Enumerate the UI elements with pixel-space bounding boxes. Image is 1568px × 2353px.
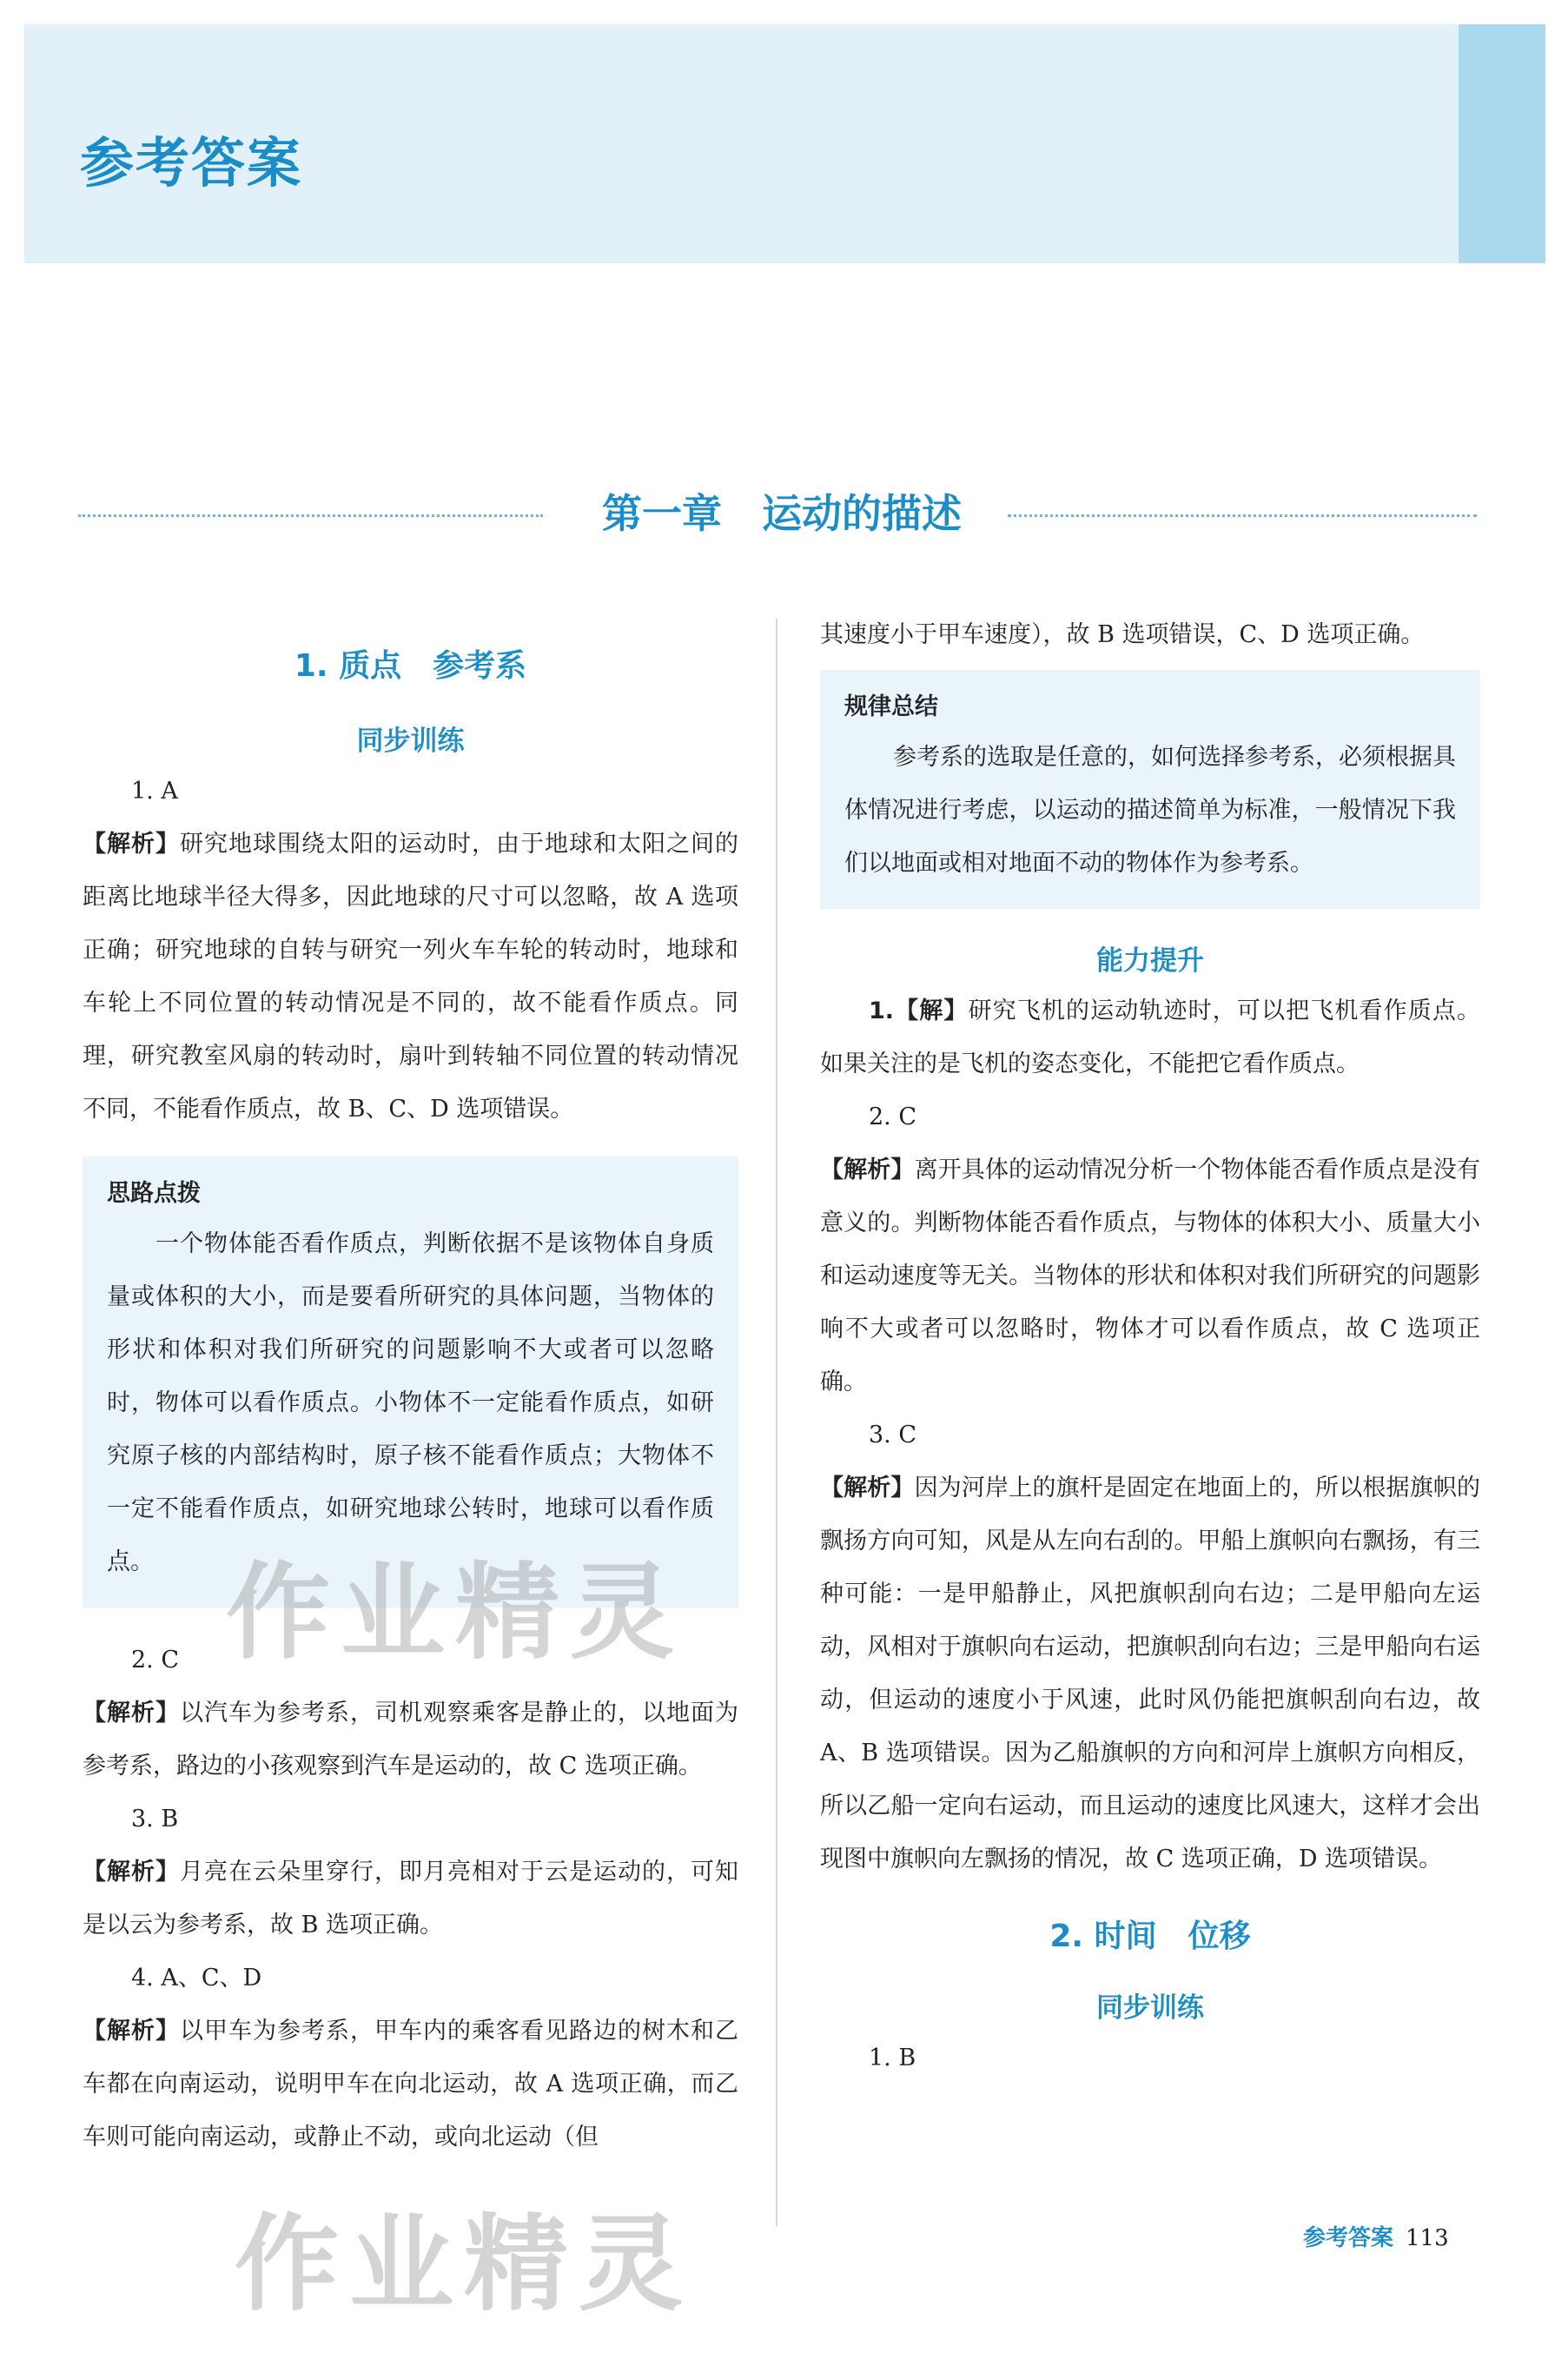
answer-4: 4. A、C、D — [131, 1965, 262, 1992]
subsection-sync-training-2: 同步训练 — [1096, 1992, 1204, 2024]
chapter-divider-right — [1008, 514, 1477, 517]
answer-2: 2. C — [131, 1647, 180, 1674]
ability-answer-1: 1.【解】研究飞机的运动轨迹时，可以把飞机看作质点。如果关注的是飞机的姿态变化，不能把它看作质点。 — [820, 998, 1481, 1077]
explanation-3: 【解析】月亮在云朵里穿行，即月亮相对于云是运动的，可知是以云为参考系，故 B 选项正确。 — [83, 1859, 738, 1939]
section-title-1: 1. 质点 参考系 — [294, 648, 527, 684]
section-title-2: 2. 时间 位移 — [1049, 1919, 1251, 1954]
explanation-tag: 【解析】 — [820, 1475, 915, 1501]
subsection-ability: 能力提升 — [1096, 945, 1204, 977]
explanation-tag: 【解析】 — [83, 1859, 180, 1886]
page-title: 参考答案 — [80, 131, 303, 195]
summary-text: 参考系的选取是任意的，如何选择参考系，必须根据具体情况进行考虑，以运动的描述简单为标准，一般情况下我们以地面或相对地面不动的物体作为参考系。 — [844, 744, 1456, 877]
left-column — [83, 608, 738, 2164]
ability-explanation-3: 【解析】因为河岸上的旗杆是固定在地面上的，所以根据旗帜的飘扬方向可知，风是从左向右刮的。甲船上旗帜向右飘扬，有三种可能：一是甲船静止，风把旗帜刮向右边；二是甲船向左运动，风相对于旗帜向右运动，把旗帜刮向右边；三是甲船向右运动，但运动的速度小于风速，此时风仍能把旗帜刮向右边，故 A、B 选项错误。因为乙船旗帜的方向和河岸上旗帜方向相反，所以乙船一定向右运动，而且运动的速度比风速大，这样才会出现图中旗帜向左飘扬的情况，故 C 选项正确，D 选项错误。 — [820, 1475, 1481, 1872]
page-number: 113 — [1406, 2225, 1449, 2251]
page-footer — [1303, 2220, 1449, 2252]
answer-3: 3. B — [131, 1806, 179, 1833]
header-tab — [1459, 24, 1545, 263]
explanation-2: 【解析】以汽车为参考系，司机观察乘客是静止的，以地面为参考系，路边的小孩观察到汽车是运动的，故 C 选项正确。 — [83, 1700, 738, 1780]
right-column — [820, 608, 1480, 2085]
summary-box — [820, 670, 1480, 909]
ability-answer-3: 3. C — [869, 1422, 917, 1448]
watermark: 作业精灵 — [226, 1553, 685, 1674]
subsection-sync-training: 同步训练 — [356, 726, 465, 757]
explanation-tag: 【解析】 — [83, 2018, 180, 2045]
tips-title: 思路点拨 — [107, 1180, 201, 1207]
answer-1: 1. A — [131, 778, 178, 805]
tips-text: 一个物体能否看作质点，判断依据不是该物体自身质量或体积的大小，而是要看所研究的具体问题，当物体的形状和体积对我们所研究的问题影响不大或者可以忽略时，物体可以看作质点。小物体不一定能看作质点，如研究原子核的内部结构时，原子核不能看作质点；大物体不一定不能看作质点，如研究地球公转时，地球可以看作质点。 — [107, 1230, 714, 1575]
explanation-tag: 【解析】 — [820, 1157, 915, 1183]
summary-title: 规律总结 — [844, 693, 938, 720]
explanation-tag: 【解析】 — [83, 1700, 180, 1727]
column-divider — [776, 619, 777, 2226]
chapter-title: 第一章 运动的描述 — [602, 490, 962, 537]
ability-answer-2: 2. C — [869, 1104, 917, 1130]
chapter-divider-left — [78, 514, 543, 517]
continued-text: 其速度小于甲车速度），故 B 选项错误，C、D 选项正确。 — [820, 621, 1425, 648]
explanation-tag: 【解析】 — [83, 831, 180, 858]
footer-label: 参考答案 — [1303, 2225, 1394, 2251]
ability-explanation-2: 【解析】离开具体的运动情况分析一个物体能否看作质点是没有意义的。判断物体能否看作质点，与物体的体积大小、质量大小和运动速度等无关。当物体的形状和体积对我们所研究的问题影响不大或者可以忽略时，物体才可以看作质点，故 C 选项正确。 — [820, 1157, 1481, 1395]
watermark: 作业精灵 — [235, 2204, 693, 2325]
answer-b1: 1. B — [869, 2045, 916, 2071]
explanation-1: 【解析】研究地球围绕太阳的运动时，由于地球和太阳之间的距离比地球半径大得多，因此地球的尺寸可以忽略，故 A 选项正确；研究地球的自转与研究一列火车车轮的转动时，地球和车轮上不同位置的转动情况是不同的，故不能看作质点。同理，研究教室风扇的转动时，扇叶到转轴不同位置的转动情况不同，不能看作质点，故 B、C、D 选项错误。 — [83, 831, 738, 1123]
explanation-4: 【解析】以甲车为参考系，甲车内的乘客看见路边的树木和乙车都在向南运动，说明甲车在向北运动，故 A 选项正确，而乙车则可能向南运动，或静止不动，或向北运动（但 — [83, 2018, 738, 2151]
